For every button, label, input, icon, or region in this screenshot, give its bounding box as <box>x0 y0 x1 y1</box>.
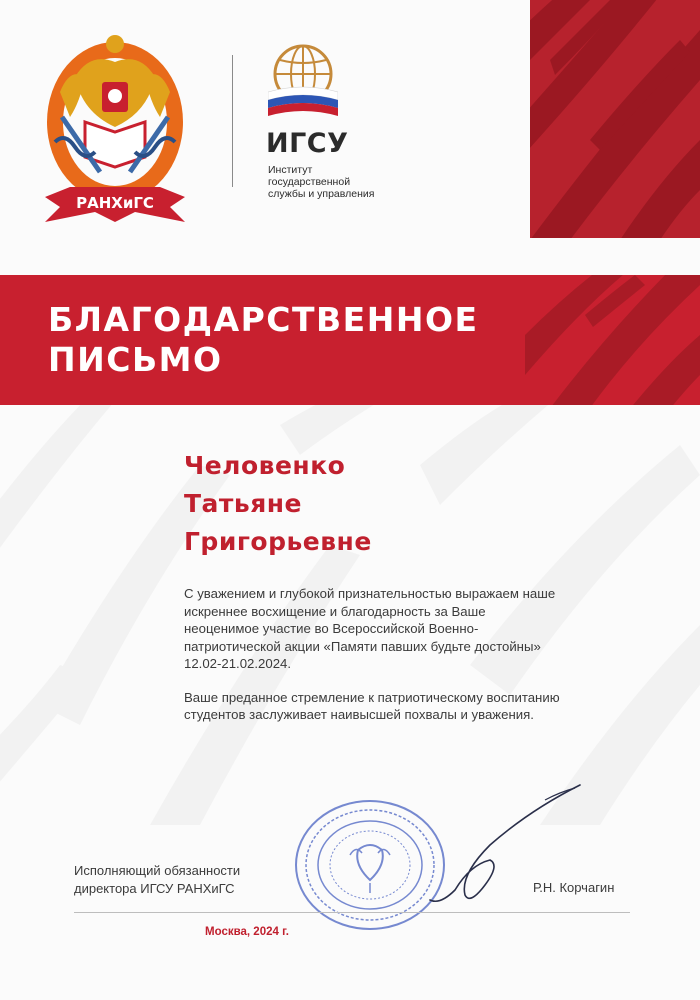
band-stripe-icon <box>525 275 700 405</box>
recipient-line: Человенко <box>184 451 346 480</box>
document-title <box>48 300 528 380</box>
ranhigs-emblem-icon <box>40 22 190 227</box>
ranhigs-ribbon-text: РАНХиГС <box>76 194 154 212</box>
recipient-line: Татьяне <box>184 489 303 518</box>
igsu-globe-icon <box>268 42 338 122</box>
body-paragraph: Ваше преданное стремление к патриотическому воспитанию студентов заслуживает наивысшей похвалы и уважения. <box>184 689 560 722</box>
signatory-name: Р.Н. Корчагин <box>533 880 615 895</box>
igsu-title: ИГСУ <box>266 128 349 159</box>
logo-divider <box>232 55 233 187</box>
letter-body <box>184 585 564 740</box>
title-line: ПИСЬМО <box>48 340 223 379</box>
igsu-subtitle-line: службы и управления <box>268 188 375 200</box>
body-paragraph: С уважением и глубокой признательностью выражаем наше искреннее восхищение и благодарность за Ваше неоценимое участие во Всероссийской Военно-патриотической акции «Памяти павших будьте достойны» 12.02-21.02.2024. <box>184 586 556 671</box>
signatory-position-line: директора ИГСУ РАНХиГС <box>74 881 235 896</box>
title-line: БЛАГОДАРСТВЕННОЕ <box>48 300 479 339</box>
signatory-position-line: Исполняющий обязанности <box>74 863 241 878</box>
igsu-subtitle <box>268 164 374 200</box>
igsu-subtitle-line: государственной <box>268 176 351 188</box>
stripe-pattern-icon <box>530 0 700 238</box>
signature-divider <box>74 912 630 913</box>
decorative-pattern-top <box>530 0 700 238</box>
recipient-line: Григорьевне <box>184 527 372 556</box>
igsu-subtitle-line: Институт <box>268 164 313 176</box>
city-date: Москва, 2024 г. <box>205 926 289 938</box>
signatory-position <box>74 862 240 898</box>
recipient-name <box>184 447 372 561</box>
